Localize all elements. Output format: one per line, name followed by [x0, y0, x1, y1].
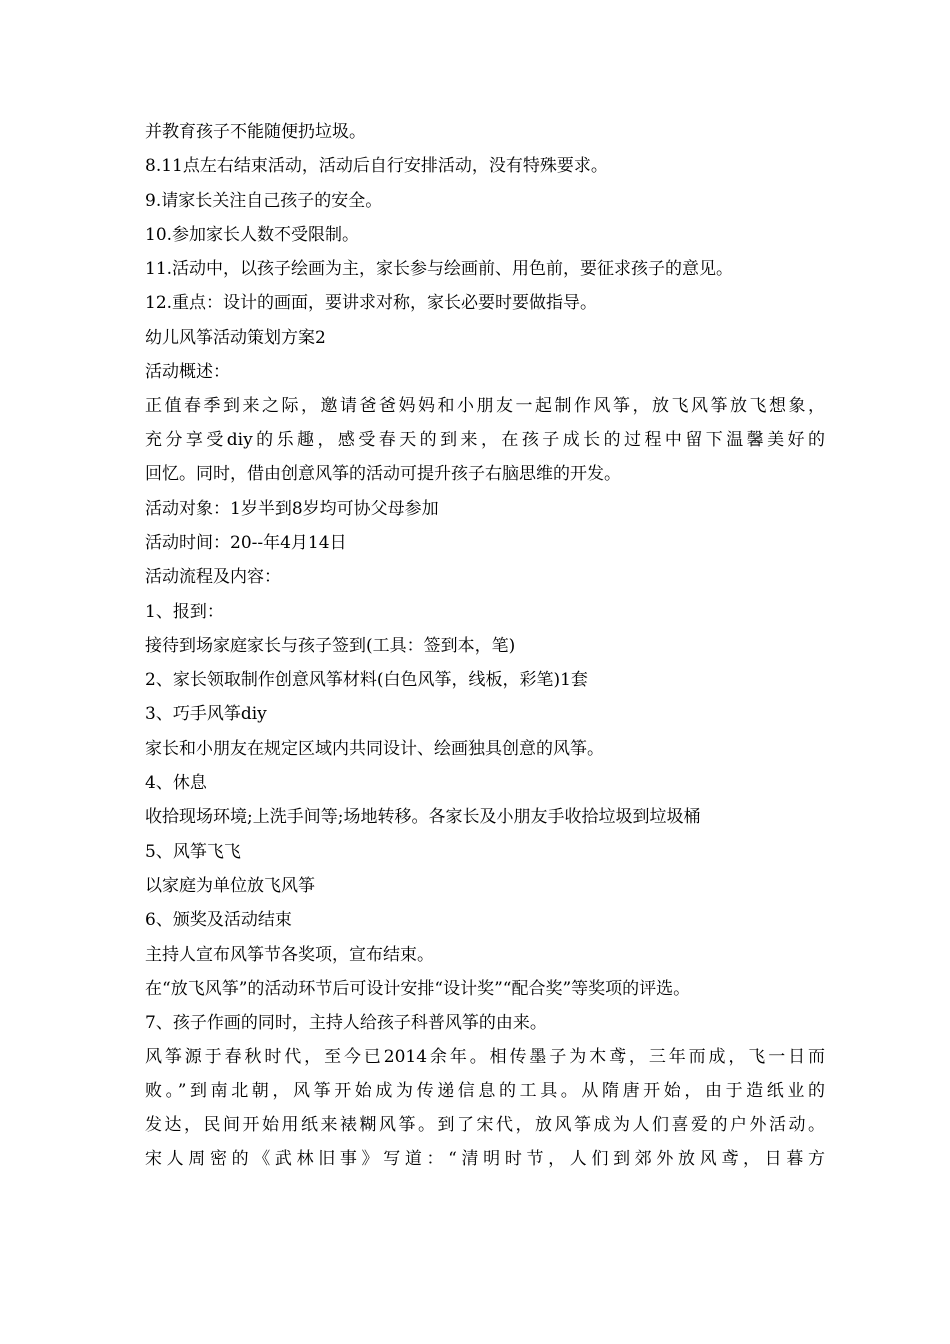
text-line: 以家庭为单位放飞风筝 [145, 875, 315, 896]
text-line: 活动对象：1岁半到8岁均可协父母参加 [145, 498, 439, 519]
text-line: 4、休息 [145, 773, 207, 794]
text-line: 12.重点：设计的画面，要讲求对称，家长必要时要做指导。 [145, 293, 598, 314]
text-line: 活动概述： [145, 362, 230, 383]
paragraph-line: 回忆。同时，借由创意风筝的活动可提升孩子右脑思维的开发。 [145, 464, 621, 485]
text-line: 2、家长领取制作创意风筝材料(白色风筝，线板，彩笔)1套 [145, 670, 588, 691]
text-line: 7、孩子作画的同时，主持人给孩子科普风筝的由来。 [145, 1013, 547, 1034]
text-line: 9.请家长关注自己孩子的安全。 [145, 190, 383, 211]
paragraph-line: 正值春季到来之际，邀请爸爸妈妈和小朋友一起制作风筝，放飞风筝放飞想象， [145, 396, 825, 417]
text-line: 8.11点左右结束活动，活动后自行安排活动，没有特殊要求。 [145, 156, 608, 177]
document-body [145, 122, 825, 1184]
paragraph-line: 发达，民间开始用纸来裱糊风筝。到了宋代，放风筝成为人们喜爱的户外活动。 [145, 1115, 825, 1136]
history-paragraph [145, 1040, 825, 1176]
section-title: 幼儿风筝活动策划方案2 [145, 327, 326, 348]
text-line: 家长和小朋友在规定区域内共同设计、绘画独具创意的风筝。 [145, 738, 604, 759]
paragraph-line: 败。”到南北朝，风筝开始成为传递信息的工具。从隋唐开始，由于造纸业的 [145, 1081, 825, 1102]
text-line: 活动流程及内容： [145, 567, 281, 588]
text-line: 并教育孩子不能随便扔垃圾。 [145, 122, 366, 142]
paragraph-line: 充分享受diy的乐趣，感受春天的到来，在孩子成长的过程中留下温馨美好的 [145, 430, 825, 451]
paragraph-line: 宋人周密的《武林旧事》写道：“清明时节，人们到郊外放风鸢，日暮方 [145, 1149, 825, 1170]
text-line: 1、报到： [145, 601, 224, 622]
overview-paragraph [145, 389, 825, 491]
text-line: 收拾现场环境;上洗手间等;场地转移。各家长及小朋友手收拾垃圾到垃圾桶 [145, 807, 701, 828]
text-line: 6、颁奖及活动结束 [145, 910, 292, 931]
text-line: 5、风筝飞飞 [145, 841, 241, 862]
text-line: 接待到场家庭家长与孩子签到(工具：签到本，笔) [145, 635, 516, 656]
paragraph-line: 风筝源于春秋时代，至今已2014余年。相传墨子为木鸢，三年而成，飞一日而 [145, 1047, 825, 1068]
text-line: 11.活动中，以孩子绘画为主，家长参与绘画前、用色前，要征求孩子的意见。 [145, 259, 734, 280]
text-line: 活动时间：20--年4月14日 [145, 532, 347, 553]
text-line: 10.参加家长人数不受限制。 [145, 224, 360, 245]
text-line: 在“放飞风筝”的活动环节后可设计安排“设计奖”“配合奖”等奖项的评选。 [145, 978, 691, 999]
text-line: 3、巧手风筝diy [145, 704, 267, 725]
text-line: 主持人宣布风筝节各奖项，宣布结束。 [145, 944, 434, 965]
